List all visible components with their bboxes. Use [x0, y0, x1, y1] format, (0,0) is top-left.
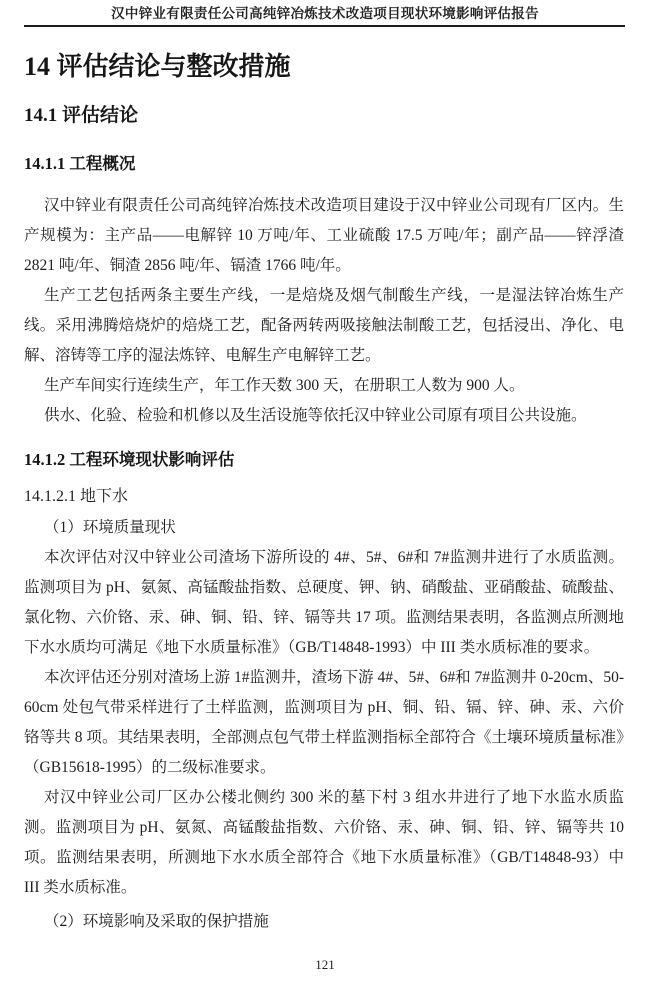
- page-number: 121: [315, 957, 335, 972]
- chapter-heading: 14 评估结论与整改措施: [24, 52, 291, 81]
- paragraph-production-process: 生产工艺包括两条主要生产线，一是焙烧及烟气制酸生产线，一是湿法锌冶炼生产线。采用沸腾焙烧炉的焙烧工艺，配备两转两吸接触法制酸工艺，包括浸出、净化、电解、溶铸等工序的湿法炼锌、电解生产电解锌工艺。: [24, 287, 624, 364]
- paragraph-village-wells: 对汉中锌业公司厂区办公楼北侧约 300 米的墓下村 3 组水井进行了地下水监水质监测。监测项目为 pH、氨氮、高锰酸盐指数、六价铬、汞、砷、铜、铅、锌、镉等共 10 项。监测结果表明，所测地下水水质全部符合《地下水质量标准》（GB/T14848-93）中 III 类水质标准。: [24, 789, 624, 896]
- paragraph-work-schedule: 生产车间实行连续生产，年工作天数 300 天，在册职工人数为 900 人。: [44, 377, 525, 394]
- subsection-heading-project-overview: 14.1.1 工程概况: [24, 154, 136, 173]
- subsubsection-heading-groundwater: 14.1.2.1 地下水: [24, 488, 129, 505]
- paragraph-shared-utilities: 供水、化验、检验和机修以及生活设施等依托汉中锌业公司原有项目公共设施。: [44, 407, 587, 424]
- header-rule: [24, 25, 625, 27]
- item-heading-protection-measures: （2）环境影响及采取的保护措施: [44, 913, 269, 930]
- page-footer: [0, 956, 650, 974]
- paragraph-well-monitoring: 本次评估对汉中锌业公司渣场下游所设的 4#、5#、6#和 7#监测井进行了水质监测。监测项目为 pH、氨氮、高锰酸盐指数、总硬度、钾、钠、硝酸盐、亚硝酸盐、硫酸盐、氯化物、六价铬、汞、砷、铜、铅、锌、镉等共 17 项。监测结果表明，各监测点所测地下水水质均可满足《地下水质量标准》（GB/T14848-1993）中 III 类水质标准的要求。: [24, 549, 624, 656]
- page-header: [0, 0, 650, 27]
- item-heading-environment-quality: （1）环境质量现状: [44, 519, 176, 536]
- subsection-heading-environmental-assessment: 14.1.2 工程环境现状影响评估: [24, 450, 235, 469]
- paragraph-soil-sampling: 本次评估还分别对渣场上游 1#监测井，渣场下游 4#、5#、6#和 7#监测井 0-20cm、50-60cm 处包气带采样进行了土样监测，监测项目为 pH、铜、铅、镉、锌、砷、汞、六价铬等共 8 项。其结果表明，全部测点包气带土样监测指标全部符合《土壤环境质量标准》（GB15618-1995）的二级标准要求。: [24, 669, 624, 776]
- section-heading: 14.1 评估结论: [24, 105, 139, 126]
- paragraph-project-overview: 汉中锌业有限责任公司高纯锌冶炼技术改造项目建设于汉中锌业公司现有厂区内。生产规模为：主产品——电解锌 10 万吨/年、工业硫酸 17.5 万吨/年；副产品——锌浮渣 2821 吨/年、铜渣 2856 吨/年、镉渣 1766 吨/年。: [24, 197, 624, 274]
- document-body: [24, 52, 624, 937]
- running-header-title: 汉中锌业有限责任公司高纯锌冶炼技术改造项目现状环境影响评估报告: [111, 6, 539, 21]
